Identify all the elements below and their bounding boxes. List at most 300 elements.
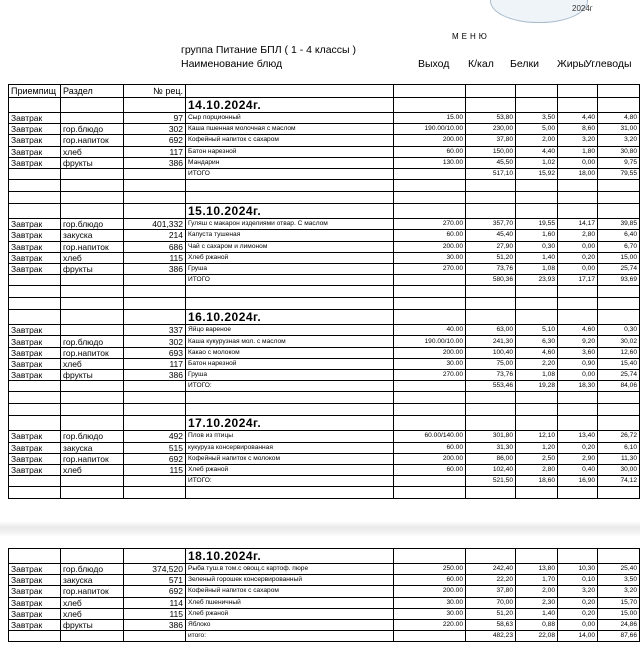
empty-cell	[61, 298, 124, 310]
empty-cell	[394, 204, 466, 219]
section-cell: гор.блюдо	[61, 564, 124, 575]
carbs-cell: 26,72	[598, 431, 640, 442]
total-row	[9, 631, 640, 642]
section-cell: фрукты	[61, 619, 124, 630]
empty-cell	[9, 192, 61, 204]
carbs-cell: 3,20	[598, 586, 640, 597]
empty-cell	[516, 98, 558, 113]
spacer-row	[9, 392, 640, 404]
fat-cell: 3,60	[558, 347, 598, 358]
dish-name-cell: Хлеб ржаной	[186, 464, 394, 475]
recipe-number-cell: 114	[124, 597, 186, 608]
dish-name-cell: Хлеб ржаной	[186, 608, 394, 619]
total-carbs: 79,55	[598, 168, 640, 179]
output-cell: 200.00	[394, 586, 466, 597]
empty-cell	[9, 286, 61, 298]
total-protein: 23,93	[516, 275, 558, 286]
dish-row	[9, 564, 640, 575]
empty-cell	[124, 392, 186, 404]
empty-cell	[61, 381, 124, 392]
recipe-number-cell: 97	[124, 113, 186, 124]
empty-cell	[9, 204, 61, 219]
empty-cell	[9, 487, 61, 499]
dish-name-cell: Зеленый горошек консервированный	[186, 575, 394, 586]
carbs-cell: 30,02	[598, 336, 640, 347]
empty-cell	[558, 310, 598, 325]
meal-cell: Завтрак	[9, 241, 61, 252]
carbs-cell: 11,30	[598, 453, 640, 464]
empty-cell	[124, 180, 186, 192]
empty-cell	[124, 476, 186, 487]
total-label: итого:	[186, 631, 394, 642]
carbs-cell: 24,86	[598, 619, 640, 630]
recipe-number-cell: 214	[124, 230, 186, 241]
protein-cell: 5,10	[516, 325, 558, 336]
kcal-cell: 357,70	[466, 219, 516, 230]
carbs-cell: 4,80	[598, 113, 640, 124]
protein-cell: 3,50	[516, 113, 558, 124]
protein-cell: 1,02	[516, 157, 558, 168]
empty-cell	[394, 487, 466, 499]
section-cell: хлеб	[61, 358, 124, 369]
empty-cell	[516, 392, 558, 404]
fat-cell: 0,00	[558, 370, 598, 381]
empty-cell	[394, 275, 466, 286]
meal-cell: Завтрак	[9, 252, 61, 263]
dish-row	[9, 252, 640, 263]
output-cell: 250.00	[394, 564, 466, 575]
total-kcal: 482,23	[466, 631, 516, 642]
output-cell: 130.00	[394, 157, 466, 168]
kcal-cell: 45,50	[466, 157, 516, 168]
date-cell: 17.10.2024г.	[186, 416, 394, 431]
section-cell: гор.напиток	[61, 135, 124, 146]
empty-cell	[598, 404, 640, 416]
meal-cell: Завтрак	[9, 608, 61, 619]
carbs-cell: 31,00	[598, 124, 640, 135]
empty-cell	[186, 404, 394, 416]
empty-cell	[61, 549, 124, 564]
total-protein: 18,60	[516, 476, 558, 487]
output-cell: 30.00	[394, 252, 466, 263]
empty-cell	[186, 192, 394, 204]
group-subtitle: группа Питание БПЛ ( 1 - 4 классы )	[181, 44, 357, 56]
menu-title: МЕНЮ	[452, 32, 490, 41]
recipe-number-cell: 386	[124, 263, 186, 274]
empty-cell	[516, 204, 558, 219]
section-cell: гор.напиток	[61, 586, 124, 597]
meal-cell: Завтрак	[9, 157, 61, 168]
empty-cell	[558, 286, 598, 298]
fat-cell: 0,90	[558, 358, 598, 369]
protein-cell: 2,30	[516, 597, 558, 608]
meal-cell: Завтрак	[9, 358, 61, 369]
col-kcal: К/кал	[468, 58, 494, 70]
total-fat: 18,00	[558, 168, 598, 179]
fat-cell: 0,20	[558, 252, 598, 263]
output-cell: 30.00	[394, 597, 466, 608]
output-cell: 200.00	[394, 135, 466, 146]
menu-table-page2	[8, 548, 640, 642]
output-cell: 30.00	[394, 358, 466, 369]
empty-cell	[61, 476, 124, 487]
total-carbs: 87,66	[598, 631, 640, 642]
protein-cell: 19,55	[516, 219, 558, 230]
fat-cell: 0,40	[558, 464, 598, 475]
protein-cell: 5,00	[516, 124, 558, 135]
empty-cell	[466, 404, 516, 416]
date-cell: 15.10.2024г.	[186, 204, 394, 219]
dish-row	[9, 113, 640, 124]
empty-cell	[516, 404, 558, 416]
section-cell: хлеб	[61, 146, 124, 157]
dish-row	[9, 453, 640, 464]
empty-cell	[516, 487, 558, 499]
empty-cell	[598, 98, 640, 113]
meal-cell: Завтрак	[9, 113, 61, 124]
dish-name-cell: Рыба туш.в том.с овощ.с картоф. пюре	[186, 564, 394, 575]
output-cell: 40.00	[394, 325, 466, 336]
protein-cell: 1,70	[516, 575, 558, 586]
carbs-cell: 30,00	[598, 464, 640, 475]
meal-cell: Завтрак	[9, 336, 61, 347]
recipe-number-cell: 117	[124, 358, 186, 369]
total-row	[9, 476, 640, 487]
fat-cell: 4,40	[558, 113, 598, 124]
stamp-year: 2024г	[572, 4, 593, 13]
recipe-number-cell: 117	[124, 146, 186, 157]
recipe-number-cell: 115	[124, 608, 186, 619]
total-carbs: 84,06	[598, 381, 640, 392]
output-cell: 200.00	[394, 347, 466, 358]
empty-cell	[61, 275, 124, 286]
carbs-cell: 25,74	[598, 370, 640, 381]
empty-cell	[186, 392, 394, 404]
fat-cell: 0,20	[558, 608, 598, 619]
empty-cell	[9, 275, 61, 286]
output-cell: 60.00	[394, 464, 466, 475]
empty-cell	[516, 286, 558, 298]
total-carbs: 93,69	[598, 275, 640, 286]
dish-row	[9, 442, 640, 453]
empty-cell	[394, 192, 466, 204]
empty-cell	[124, 98, 186, 113]
dish-name-cell: Каша кукурузная мол. с маслом	[186, 336, 394, 347]
empty-cell	[558, 204, 598, 219]
total-label: ИТОГО	[186, 275, 394, 286]
meal-cell: Завтрак	[9, 619, 61, 630]
fat-cell: 13,40	[558, 431, 598, 442]
empty-cell	[516, 85, 558, 98]
carbs-cell: 25,74	[598, 263, 640, 274]
dish-name-cell: Батон нарезной	[186, 146, 394, 157]
output-cell: 15.00	[394, 113, 466, 124]
empty-cell	[124, 487, 186, 499]
recipe-number-cell: 571	[124, 575, 186, 586]
recipe-number-cell: 302	[124, 124, 186, 135]
dish-row	[9, 619, 640, 630]
spacer-row	[9, 487, 640, 499]
dish-row	[9, 124, 640, 135]
empty-cell	[598, 85, 640, 98]
output-cell: 190.00/10.00	[394, 336, 466, 347]
section-cell: гор.напиток	[61, 241, 124, 252]
empty-cell	[9, 98, 61, 113]
output-cell: 270.00	[394, 219, 466, 230]
empty-cell	[466, 180, 516, 192]
empty-cell	[186, 85, 394, 98]
kcal-cell: 70,00	[466, 597, 516, 608]
recipe-number-cell: 302	[124, 336, 186, 347]
dish-name-cell: Каша пшенная молочная с маслом	[186, 124, 394, 135]
recipe-number-cell: 692	[124, 453, 186, 464]
carbs-cell: 25,40	[598, 564, 640, 575]
date-cell: 14.10.2024г.	[186, 98, 394, 113]
protein-cell: 2,00	[516, 135, 558, 146]
empty-cell	[466, 98, 516, 113]
meal-cell: Завтрак	[9, 230, 61, 241]
empty-cell	[558, 392, 598, 404]
empty-cell	[124, 275, 186, 286]
empty-cell	[9, 404, 61, 416]
menu-table-page1	[8, 84, 640, 499]
recipe-number-cell: 693	[124, 347, 186, 358]
empty-cell	[124, 168, 186, 179]
section-cell: гор.напиток	[61, 347, 124, 358]
section-cell: гор.блюдо	[61, 124, 124, 135]
dish-name-cell: Кофейный напиток с сахаром	[186, 586, 394, 597]
total-label: ИТОГО:	[186, 381, 394, 392]
carbs-cell: 6,70	[598, 241, 640, 252]
fat-cell: 8,60	[558, 124, 598, 135]
spacer-row	[9, 180, 640, 192]
empty-cell	[394, 416, 466, 431]
dish-row	[9, 157, 640, 168]
meal-cell: Завтрак	[9, 453, 61, 464]
section-cell: закуска	[61, 575, 124, 586]
meal-cell: Завтрак	[9, 464, 61, 475]
kcal-cell: 63,00	[466, 325, 516, 336]
output-cell: 60.00/140.00	[394, 431, 466, 442]
section-cell: закуска	[61, 442, 124, 453]
empty-cell	[9, 180, 61, 192]
dish-name-cell: Батон нарезной	[186, 358, 394, 369]
empty-cell	[394, 392, 466, 404]
empty-cell	[558, 180, 598, 192]
protein-cell: 13,80	[516, 564, 558, 575]
empty-cell	[598, 487, 640, 499]
dish-row	[9, 431, 640, 442]
empty-cell	[516, 298, 558, 310]
kcal-cell: 150,00	[466, 146, 516, 157]
dish-row	[9, 135, 640, 146]
kcal-cell: 73,76	[466, 370, 516, 381]
output-cell: 60.00	[394, 442, 466, 453]
fat-cell: 10,30	[558, 564, 598, 575]
meal-cell: Завтрак	[9, 586, 61, 597]
empty-cell	[9, 310, 61, 325]
empty-cell	[186, 298, 394, 310]
section-cell: гор.блюдо	[61, 219, 124, 230]
empty-cell	[558, 404, 598, 416]
kcal-cell: 51,20	[466, 252, 516, 263]
empty-cell	[558, 85, 598, 98]
output-cell: 270.00	[394, 370, 466, 381]
empty-cell	[394, 180, 466, 192]
dish-name-cell: Мандарин	[186, 157, 394, 168]
kcal-cell: 51,20	[466, 608, 516, 619]
recipe-number-cell: 115	[124, 464, 186, 475]
fat-cell: 0,20	[558, 442, 598, 453]
spacer-row	[9, 192, 640, 204]
section-cell	[61, 113, 124, 124]
dish-row	[9, 358, 640, 369]
recipe-number-cell: 337	[124, 325, 186, 336]
empty-cell	[9, 476, 61, 487]
empty-cell	[61, 487, 124, 499]
empty-cell	[394, 85, 466, 98]
empty-cell	[186, 286, 394, 298]
empty-cell	[466, 549, 516, 564]
kcal-cell: 37,80	[466, 135, 516, 146]
output-cell: 60.00	[394, 230, 466, 241]
total-kcal: 517,10	[466, 168, 516, 179]
total-fat: 14,00	[558, 631, 598, 642]
fat-cell: 3,20	[558, 586, 598, 597]
kcal-cell: 73,76	[466, 263, 516, 274]
total-fat: 18,30	[558, 381, 598, 392]
empty-cell	[516, 416, 558, 431]
empty-cell	[394, 168, 466, 179]
carbs-cell: 0,30	[598, 325, 640, 336]
empty-cell	[466, 487, 516, 499]
empty-cell	[394, 476, 466, 487]
recipe-number-cell: 386	[124, 619, 186, 630]
empty-cell	[466, 85, 516, 98]
empty-cell	[186, 180, 394, 192]
kcal-cell: 53,80	[466, 113, 516, 124]
protein-cell: 1,40	[516, 608, 558, 619]
carbs-cell: 6,40	[598, 230, 640, 241]
kcal-cell: 75,00	[466, 358, 516, 369]
carbs-cell: 15,40	[598, 358, 640, 369]
protein-cell: 2,00	[516, 586, 558, 597]
kcal-cell: 86,00	[466, 453, 516, 464]
dish-row	[9, 241, 640, 252]
empty-cell	[61, 392, 124, 404]
recipe-number-cell: 492	[124, 431, 186, 442]
dish-name-cell: Яйцо вареное	[186, 325, 394, 336]
empty-cell	[9, 392, 61, 404]
total-label: ИТОГО:	[186, 476, 394, 487]
empty-cell	[61, 631, 124, 642]
page-break	[0, 521, 640, 537]
dish-name-cell: Груша	[186, 370, 394, 381]
total-row	[9, 275, 640, 286]
empty-cell	[61, 98, 124, 113]
dish-row	[9, 146, 640, 157]
output-cell: 200.00	[394, 453, 466, 464]
protein-cell: 12,10	[516, 431, 558, 442]
empty-cell	[124, 381, 186, 392]
empty-cell	[61, 310, 124, 325]
meal-cell: Завтрак	[9, 442, 61, 453]
empty-cell	[598, 204, 640, 219]
kcal-cell: 45,40	[466, 230, 516, 241]
header-meal: Приемпищ	[9, 85, 61, 98]
empty-cell	[61, 192, 124, 204]
protein-cell: 1,40	[516, 252, 558, 263]
recipe-number-cell: 692	[124, 586, 186, 597]
recipe-number-cell: 374,520	[124, 564, 186, 575]
kcal-cell: 37,80	[466, 586, 516, 597]
header-recipe-number: № рец.	[124, 85, 186, 98]
carbs-cell: 6,10	[598, 442, 640, 453]
recipe-number-cell: 386	[124, 157, 186, 168]
empty-cell	[466, 416, 516, 431]
meal-cell: Завтрак	[9, 263, 61, 274]
protein-cell: 2,80	[516, 464, 558, 475]
empty-cell	[124, 404, 186, 416]
empty-cell	[466, 392, 516, 404]
meal-cell: Завтрак	[9, 564, 61, 575]
meal-cell: Завтрак	[9, 370, 61, 381]
protein-cell: 0,30	[516, 241, 558, 252]
empty-cell	[598, 549, 640, 564]
empty-cell	[61, 180, 124, 192]
header-section: Раздел	[61, 85, 124, 98]
kcal-cell: 241,30	[466, 336, 516, 347]
empty-cell	[466, 192, 516, 204]
col-output: Выход	[418, 58, 450, 70]
fat-cell: 0,00	[558, 263, 598, 274]
kcal-cell: 22,20	[466, 575, 516, 586]
empty-cell	[124, 192, 186, 204]
kcal-cell: 100,40	[466, 347, 516, 358]
fat-cell: 1,80	[558, 146, 598, 157]
output-cell: 60.00	[394, 146, 466, 157]
empty-cell	[516, 549, 558, 564]
empty-cell	[558, 98, 598, 113]
kcal-cell: 102,40	[466, 464, 516, 475]
date-row	[9, 204, 640, 219]
meal-cell: Завтрак	[9, 325, 61, 336]
dish-name-cell: Гуляш с макарон изделиями отвар. С маслом	[186, 219, 394, 230]
output-cell: 270.00	[394, 263, 466, 274]
recipe-number-cell: 386	[124, 370, 186, 381]
empty-cell	[124, 549, 186, 564]
fat-cell: 14,17	[558, 219, 598, 230]
empty-cell	[516, 310, 558, 325]
empty-cell	[124, 286, 186, 298]
carbs-cell: 3,50	[598, 575, 640, 586]
spacer-row	[9, 298, 640, 310]
empty-cell	[558, 298, 598, 310]
output-cell: 60.00	[394, 575, 466, 586]
empty-cell	[61, 168, 124, 179]
date-row	[9, 310, 640, 325]
total-label: ИТОГО	[186, 168, 394, 179]
empty-cell	[598, 180, 640, 192]
empty-cell	[558, 549, 598, 564]
empty-cell	[61, 286, 124, 298]
dish-name-cell: Груша	[186, 263, 394, 274]
empty-cell	[598, 416, 640, 431]
protein-cell: 2,20	[516, 358, 558, 369]
carbs-cell: 15,00	[598, 608, 640, 619]
empty-cell	[598, 298, 640, 310]
header-row	[9, 85, 640, 98]
